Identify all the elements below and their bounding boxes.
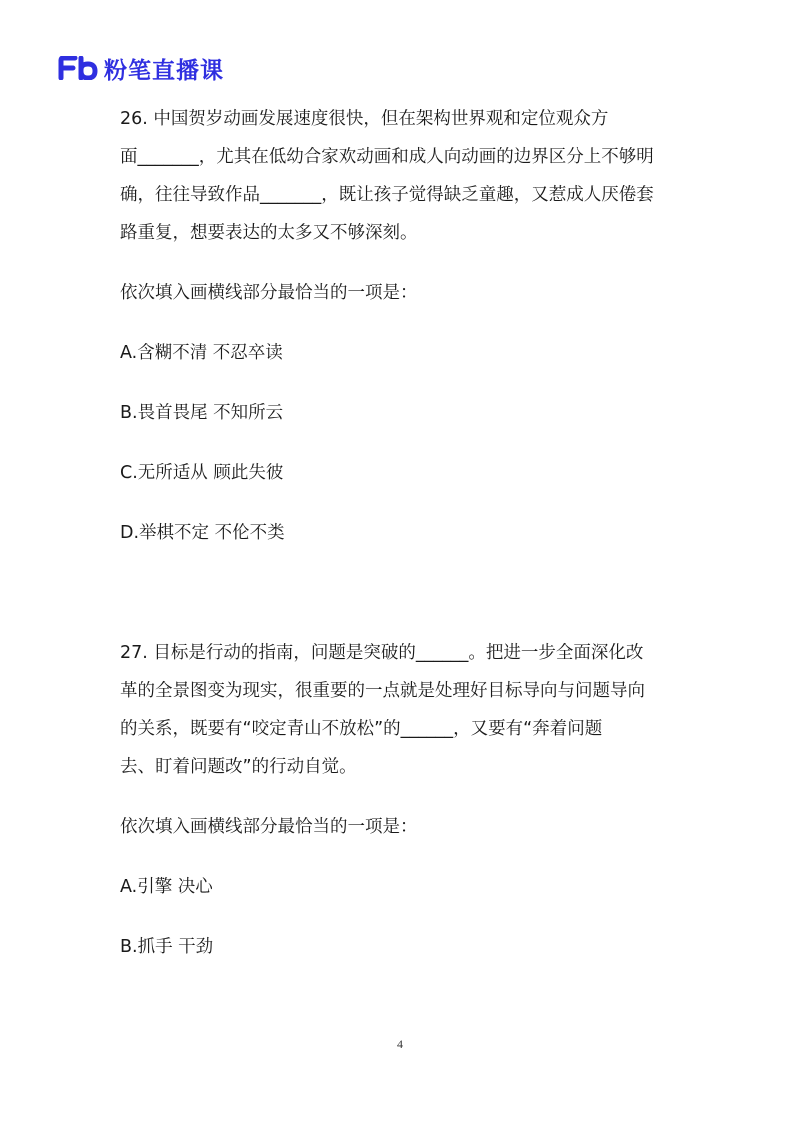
- question-line: 革的全景图变为现实，很重要的一点就是处理好目标导向与问题导向: [120, 681, 645, 701]
- question-spacer: [120, 574, 690, 634]
- option-d: D.举棋不定 不伦不类: [120, 523, 285, 543]
- question-line: 去、盯着问题改”的行动自觉。: [120, 757, 357, 777]
- option-a: A.引擎 决心: [120, 877, 213, 897]
- option-b: B.畏首畏尾 不知所云: [120, 403, 284, 423]
- option-c: C.无所适从 顾此失彼: [120, 463, 284, 483]
- question-line: 的关系，既要有“咬定青山不放松”的______，又要有“奔着问题: [120, 719, 603, 739]
- fb-logo-icon: [58, 56, 98, 80]
- question-26-stem: [120, 100, 690, 252]
- option-a: A.含糊不清 不忍卒读: [120, 343, 283, 363]
- question-prompt: 依次填入画横线部分最恰当的一项是：: [120, 817, 418, 837]
- option-b: B.抓手 干劲: [120, 937, 214, 957]
- header: [58, 52, 224, 84]
- document-body: [120, 100, 690, 988]
- question-27-stem: [120, 634, 690, 786]
- question-line: 26. 中国贺岁动画发展速度很快，但在架构世界观和定位观众方: [120, 109, 609, 129]
- question-line: 面_______，尤其在低幼合家欢动画和成人向动画的边界区分上不够明: [120, 147, 654, 167]
- question-line: 27. 目标是行动的指南，问题是突破的______。把进一步全面深化改: [120, 643, 644, 663]
- page-number: 4: [397, 1037, 403, 1051]
- question-line: 确，往往导致作品_______，既让孩子觉得缺乏童趣，又惹成人厌倦套: [120, 185, 654, 205]
- question-prompt: 依次填入画横线部分最恰当的一项是：: [120, 283, 418, 303]
- brand-name: 粉笔直播课: [104, 57, 224, 84]
- question-line: 路重复，想要表达的太多又不够深刻。: [120, 223, 418, 243]
